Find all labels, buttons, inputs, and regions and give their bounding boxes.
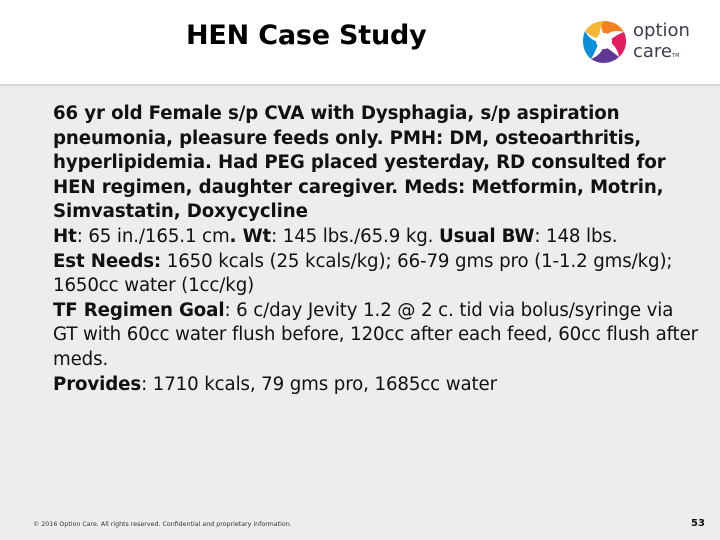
tf-regimen-goal-line	[53, 299, 701, 373]
logo-wordmark	[633, 20, 690, 67]
logo-trademark: TM	[672, 53, 680, 59]
measurements-line: Ht: 65 in./165.1 cm. Wt: 145 lbs./65.9 kg. Usual BW: 148 lbs.	[53, 225, 618, 247]
slide-number: 53	[691, 518, 705, 529]
slide-header	[0, 0, 720, 84]
logo-wordmark-line1: option	[633, 20, 690, 41]
usual-bw-value: : 148 lbs.	[534, 225, 618, 247]
height-label: Ht	[53, 225, 77, 247]
provides-value: : 1710 kcals, 79 gms pro, 1685cc water	[141, 373, 497, 395]
tf-regimen-goal-value: : 6 c/day Jevity 1.2 @ 2 c. tid via bolus/syringe via GT with 60cc water flush before, 120cc after each feed, 60cc flush after meds.	[53, 299, 698, 370]
logo-wordmark-line2	[633, 41, 690, 67]
logo-wordmark-care: care	[633, 41, 673, 62]
option-care-logo	[580, 17, 705, 69]
weight-value: : 145 lbs./65.9 kg.	[271, 225, 434, 247]
slide-title: HEN Case Study	[186, 20, 427, 51]
swirl-logo-icon	[580, 17, 628, 65]
provides-label: Provides	[53, 373, 142, 395]
height-value: : 65 in./165.1 cm	[76, 225, 230, 247]
estimated-needs-label: Est Needs:	[53, 250, 162, 272]
case-summary: 66 yr old Female s/p CVA with Dysphagia, s/p aspiration pneumonia, pleasure feeds only. PMH: DM, osteoarthritis, hyperlipidemia. Had PEG placed yesterday, RD consulted for HEN regimen, daughter caregiver. Meds: Metformin, Motrin, Simvastatin, Doxycycline	[53, 103, 666, 223]
estimated-needs-line	[53, 250, 701, 299]
content-panel	[0, 86, 720, 540]
usual-bw-label: Usual BW	[439, 225, 535, 247]
estimated-needs-value: 1650 kcals (25 kcals/kg); 66-79 gms pro (1-1.2 gms/kg); 1650cc water (1cc/kg)	[53, 250, 673, 297]
weight-label: Wt	[242, 225, 272, 247]
tf-regimen-goal-label: TF Regimen Goal	[53, 299, 225, 321]
case-details	[53, 102, 701, 397]
copyright-footer: © 2016 Option Care. All rights reserved. Confidential and proprietary information.	[33, 521, 292, 528]
provides-line	[53, 373, 701, 398]
